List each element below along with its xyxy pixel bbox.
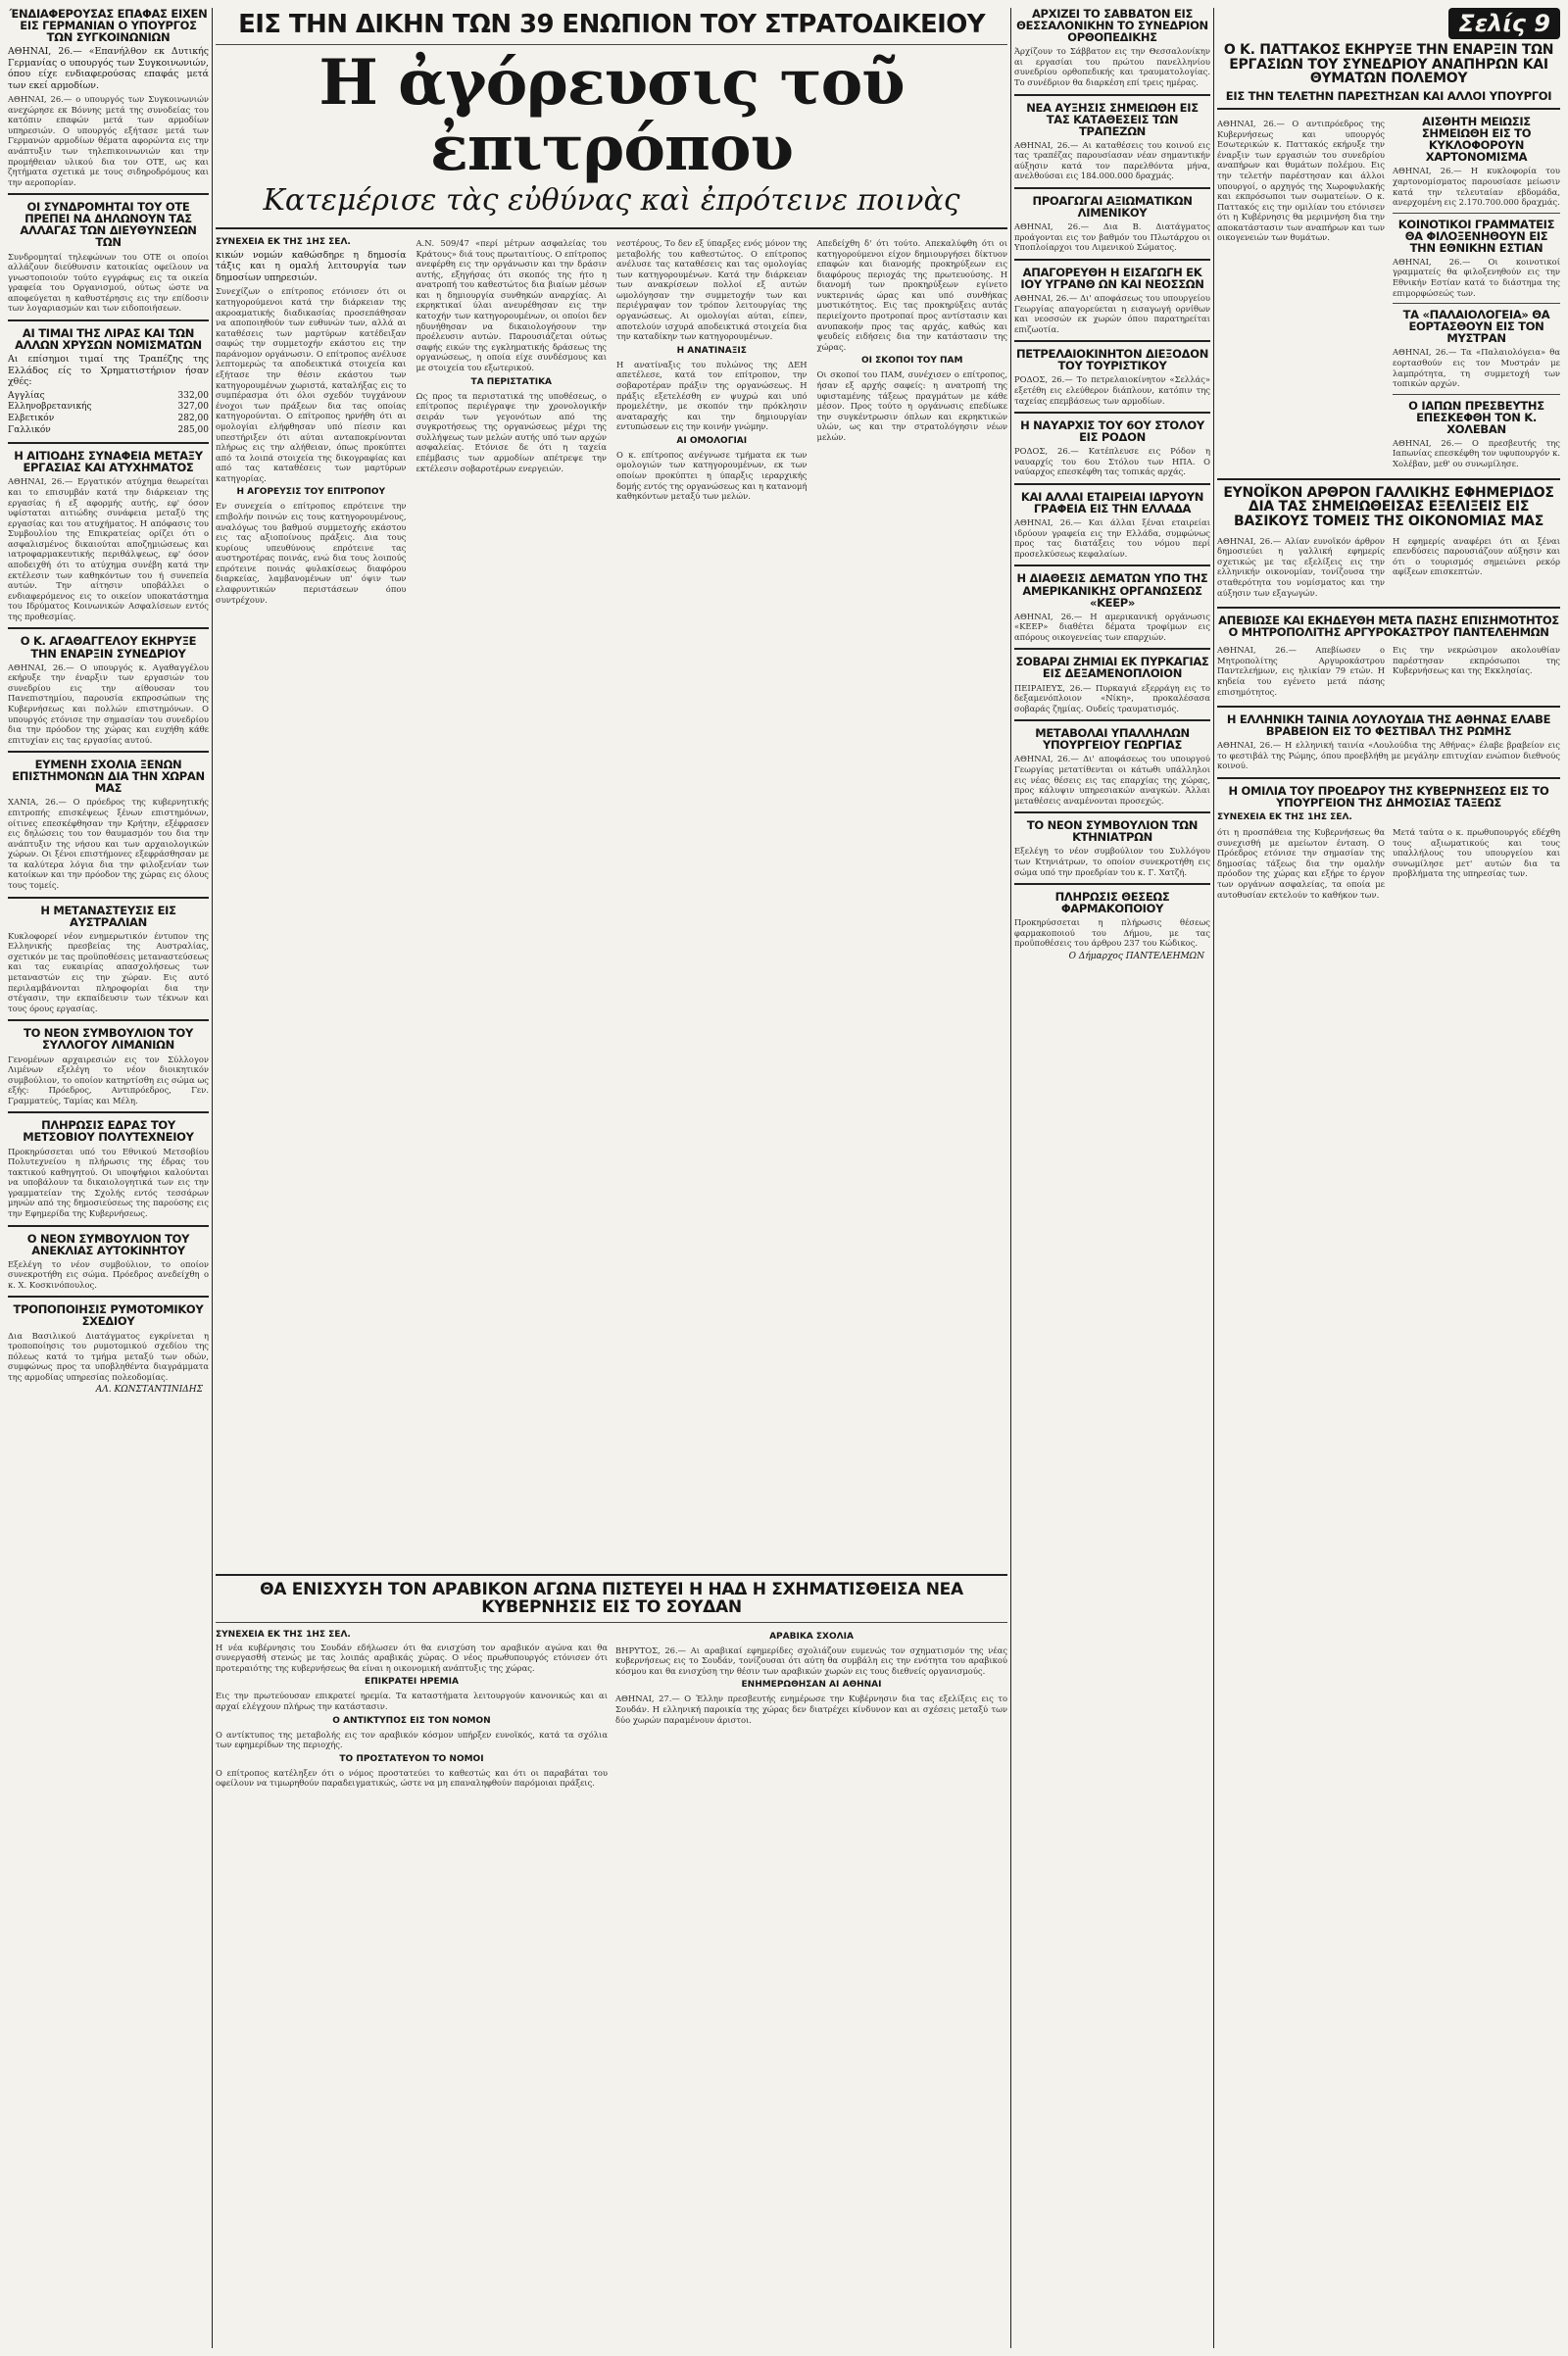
body-text: ΑΘΗΝΑΙ, 26.— Ο αντιπρόεδρος της Κυβερνήσεως και υπουργός Εσωτερικών κ. Παττακός εκήρυξε την έναρξιν των εργασιών του συνεδρίου αναπήρων και θυμάτων πολέμου. Εις την τελετήν παρέστησαν και άλλοι υπουργοί, ο αρχηγός της Χωροφυλακής και εκπρόσωποι των σωματείων. Ο κ. Παττακός εις την ομιλίαν του ετόνισεν ότι η Κυβέρνησις θα μεριμνήση δια την αποκατάστασιν των αναπήρων και των οικογενειών των θυμάτων. bbox=[1217, 119, 1385, 243]
article-col-b bbox=[416, 235, 608, 608]
headline-agriculture-staff: ΜΕΤΑΒΟΛΑΙ ΥΠΑΛΛΗΛΩΝ ΥΠΟΥΡΓΕΙΟΥ ΓΕΩΡΓΙΑΣ bbox=[1035, 726, 1190, 753]
headline-coastguard-promotions: ΠΡΟΑΓΩΓΑΙ ΑΞΙΩΜΑΤΙΚΩΝ ΛΙΜΕΝΙΚΟΥ bbox=[1032, 194, 1193, 221]
column-rule bbox=[1213, 8, 1214, 2348]
continued-label: ΣΥΝΕΧΕΙΑ ΕΚ ΤΗΣ 1ΗΣ ΣΕΛ. bbox=[216, 1629, 351, 1640]
body-text: ΑΘΗΝΑΙ, 26.— ο υπουργός των Συγκοινωνιών ανεχώρησε εκ Βόννης μετά της συνοδείας του κατόπιν επαφών μετά των αρμοδίων υπηρεσιών. Ο υπουργός εξήτασε μετά των Γερμανών αρμοδίων θέματα αφορώντα εις την ανάπτυξιν των τηλεπικοινωνιών και την προμήθειαν υλικού δια τον ΟΤΕ, ως και ζητήματα σχετικά με τους σιδηροδρόμους και την αεροπορίαν. bbox=[8, 94, 209, 187]
headline-pharmacist: ΠΛΗΡΩΣΙΣ ΘΕΣΕΩΣ ΦΑΡΜΑΚΟΠΟΙΟΥ bbox=[1054, 890, 1170, 916]
body-text: ΡΟΔΟΣ, 26.— Το πετρελαιοκίνητον «Σελλάς» εξετέθη εις ελεύθερον διάπλουν, κατόπιν της ταχείας επεμβάσεως των αρμοδίων. bbox=[1014, 374, 1210, 406]
column-rule bbox=[212, 8, 213, 2348]
body-text: Η ανατίναξις του πυλώνος της ΔΕΗ απετέλεσε, κατά τον επίτροπον, την σοβαροτέραν πράξιν της οργανώσεως. Η πράξις εξετελέσθη εν ψυχρώ και υπό προμελέτην, με σκοπόν την πρόκλησιν αναταραχής και την δημιουργίαν εντυπώσεων εις την κοινήν γνώμην. bbox=[616, 359, 808, 432]
continued-label: ΣΥΝΕΧΕΙΑ ΕΚ ΤΗΣ 1ΗΣ ΣΕΛ. bbox=[216, 237, 351, 247]
signature: ΑΛ. ΚΩΝΣΤΑΝΤΙΝΙΔΗΣ bbox=[95, 1385, 203, 1396]
column-news-briefs bbox=[1014, 8, 1210, 2348]
headline-tanker-fire: ΣΟΒΑΡΑΙ ΖΗΜΙΑΙ ΕΚ ΠΥΡΚΑΓΙΑΣ ΕΙΣ ΔΕΞΑΜΕΝΟΠΛΟΙΟΝ bbox=[1015, 655, 1209, 681]
headline-currency: ΑΙΣΘΗΤΗ ΜΕΙΩΣΙΣ ΣΗΜΕΙΩΘΗ ΕΙΣ ΤΟ ΚΥΚΛΟΦΟΡΟΥΝ ΧΑΡΤΟΝΟΜΙΣΜΑ bbox=[1421, 115, 1532, 165]
body-text: Συνδρομηταί τηλεφώνων του ΟΤΕ οι οποίοι αλλάζουν διεύθυνσιν κατοικίας οφείλουν να γνωστοποιούν τούτο εγγράφως εις τα οικεία γραφεία του Οργανισμού, ούτως ώστε να αποφεύγεται η καθυστέρησις εις την επίδοσιν των λογαριασμών και των ειδοποιήσεων. bbox=[8, 251, 209, 314]
subheading: ΟΙ ΣΚΟΠΟΙ ΤΟΥ ΠΑΜ bbox=[861, 356, 963, 367]
subheadline-pattakos: ΕΙΣ ΤΗΝ ΤΕΛΕΤΗΝ ΠΑΡΕΣΤΗΣΑΝ ΚΑΙ ΑΛΛΟΙ ΥΠΟΥΡΓΟΙ bbox=[1225, 89, 1552, 104]
subheading: ΤΟ ΠΡΟΣΤΑΤΕΥΟΝ ΤΟ ΝΟΜΟΙ bbox=[339, 1753, 484, 1764]
subheading: Ο ΑΝΤΙΚΤΥΠΟΣ ΕΙΣ ΤΟΝ ΝΟΜΟΝ bbox=[332, 1715, 491, 1726]
lead-minister-germany: ΑΘΗΝΑΙ, 26.— «Επανήλθον εκ Δυτικής Γερμανίας ο υπουργός των Συγκοινωνιών, όπου είχε ενδιαφερούσας επαφάς μετά των εκεί αρμοδίων. bbox=[8, 46, 209, 91]
body-text: ΑΘΗΝΑΙ, 26.— Τα «Παλαιολόγεια» θα εορτασθούν εις τον Μυστράν με λαμπρότητα, τη συμμετοχή των τοπικών αρχών. bbox=[1393, 347, 1560, 389]
subheading: Η ΑΝΑΤΙΝΑΞΙΣ bbox=[676, 345, 747, 356]
main-article bbox=[216, 221, 1007, 1554]
body-text: Εξελέγη το νέον συμβούλιον, το οποίον συνεκροτήθη εις σώμα. Πρόεδρος ανεδείχθη ο κ. Χ. Κοσκινόπουλος. bbox=[8, 1258, 209, 1290]
body-text: Ως προς τα περιστατικά της υποθέσεως, ο επίτροπος περιέγραψε την χρονολογικήν σειράν των γεγονότων από της συγκροτήσεως της οργανώσεως μέχρι της συλλήψεως των μελών αυτής υπό των αρχών ασφαλείας. Ετόνισε δε ότι η ταχεία επέμβασις των αρμοδίων απέτρεψε την εκτέλεσιν σοβαροτέρων ενεργειών. bbox=[416, 390, 607, 473]
body-text: νεστέρους, Το δεν εξ ύπαρξες ενός μόνον της μεταβολής του καθεστώτος. Ο επίτροπος ανέλυσε τας καταθέσεις και τας ομολογίας των κατηγορουμένων. Κατά την διάρκειαν των ανακρίσεων πολλοί εξ αυτών ωμολόγησαν την συμμετοχήν των και περιέγραψαν τον τρόπον λειτουργίας της οργανώσεως. Αι ομολογίαι αύται, είπεν, αποτελούν ισχυρά αποδεικτικά στοιχεία δια την καταδίκην των κατηγορουμένων. bbox=[616, 238, 808, 342]
body-text: ΑΘΗΝΑΙ, 26.— Δι' αποφάσεως του υπουργείου Γεωργίας απαγορεύεται η εισαγωγή ορνίθων και νεοσσών εκ χωρών όπου παρατηρείται επιζωοτία. bbox=[1014, 292, 1210, 334]
headline-town-plan: ΤΡΟΠΟΠΟΙΗΣΙΣ ΡΥΜΟΤΟΜΙΚΟΥ ΣΧΕΔΙΟΥ bbox=[13, 1302, 204, 1329]
body-text: ΑΘΗΝΑΙ, 26.— Ο υπουργός κ. Αγαθαγγέλου εκήρυξε την έναρξιν των εργασιών του συνεδρίου εις την αίθουσαν του Πανεπιστημίου, παρουσία εκπροσώπων της Κυβερνήσεως και πολλών επιστημόνων. Ο υπουργός ετόνισε την σημασίαν του συνεδρίου δια την πρόοδον της χώρας και ευχήθη κάθε επιτυχίαν εις τας εργασίας αυτού. bbox=[8, 662, 209, 745]
rate-row: Ελληνοβρετανικής 327,00 bbox=[8, 402, 209, 413]
headline-work-accident: Η ΑΙΤΙΟΔΗΣ ΣΥΝΑΦΕΙΑ ΜΕΤΑΞΥ ΕΡΓΑΣΙΑΣ ΚΑΙ ΑΤΥΧΗΜΑΤΟΣ bbox=[14, 449, 203, 475]
continued-label: ΣΥΝΕΧΕΙΑ ΕΚ ΤΗΣ 1ΗΣ ΣΕΛ. bbox=[1217, 812, 1352, 823]
rate-row: Γαλλικόν 285,00 bbox=[8, 424, 209, 435]
article-lead: κικών νομών καθώσδηρε η δημοσία τάξις και η ομαλή λειτουργία των δημοσίων υπηρεσιών. bbox=[216, 250, 407, 283]
body-text: Οι σκοποί του ΠΑΜ, συνέχισεν ο επίτροπος, ήσαν εξ αρχής σαφείς: η ανατροπή της υφισταμένης τάξεως πραγμάτων με κάθε μέσον. Προς τούτο η οργάνωσις επεδίωκε την συγκέντρωσιν όπλων και εκρηκτικών υλών, ως και την στρατολόγησιν νέων μελών. bbox=[816, 369, 1007, 442]
body-text: Εις την νεκρώσιμον ακολουθίαν παρέστησαν εκπρόσωποι της Κυβερνήσεως και της Εκκλησίας. bbox=[1393, 645, 1560, 676]
body-text: ΑΘΗΝΑΙ, 27.— Ο Έλλην πρεσβευτής ενημέρωσε την Κυβέρνησιν δια τας εξελίξεις εις το Σουδάν. Η ελληνική παροικία της χώρας δεν διατρέχει κίνδυνον και αι σχέσεις μεταξύ των δύο χωρών παραμένουν άριστοι. bbox=[615, 1693, 1007, 1725]
subheading: ΑΙ ΟΜΟΛΟΓΙΑΙ bbox=[676, 435, 748, 446]
rate-row: Αγγλίας 332,00 bbox=[8, 390, 209, 401]
column-rule bbox=[1010, 8, 1011, 2348]
body-text: ΧΑΝΙΑ, 26.— Ο πρόεδρος της κυβερνητικής επιτροπής επισκέψεως ξένων επιστημόνων, οίτινες επεσκέφθησαν την Κρήτην, εξέφρασεν εις δηλώσεις του τον θαυμασμόν του δια την ανάπτυξιν της νήσου και των αρχαιολογικών χώρων. Οι ξένοι επιστήμονες εξεφράσθησαν με τα καλύτερα λόγια δια την φιλοξενίαν των κατοίκων και την πρόοδον της χώρας εις όλους τους τομείς. bbox=[8, 797, 209, 891]
article-col-a bbox=[216, 235, 407, 608]
body-text: ΑΘΗΝΑΙ, 26.— Εργατικόν ατύχημα θεωρείται και το επισυμβάν κατά την διάρκειαν της εργασίας ή εξ αφορμής αυτής, εφ' όσον υφίσταται αιτιώδης συνάφεια μεταξύ της εργασίας και του ατυχήματος. Η απόφασις του Συμβουλίου της Επικρατείας ορίζει ότι ο ασφαλισμένος δικαιούται αποζημιώσεως και ιατροφαρμακευτικής περιθάλψεως, εφ' όσον αποδειχθή ότι το ατύχημα συνέβη κατά την εκτέλεσιν των καθηκόντων του ή συνεπεία αυτών. Την αίτησιν υποβάλλει ο ενδιαφερόμενος εις το οικείον υποκατάστημα του Ιδρύματος Κοινωνικών Ασφαλίσεων εντός της προθεσμίας. bbox=[8, 476, 209, 621]
body-text: ΑΘΗΝΑΙ, 26.— Απεβίωσεν ο Μητροπολίτης Αργυροκάστρου Παντελεήμων, εις ηλικίαν 79 ετών. Η κηδεία του εγένετο μετά πάσης επισημότητος. bbox=[1217, 645, 1385, 697]
body-text: Εις την πρωτεύουσαν επικρατεί ηρεμία. Τα καταστήματα λειτουργούν κανονικώς και αι αρχαί ελέγχουν πλήρως την κατάστασιν. bbox=[216, 1691, 608, 1711]
headline-pattakos: Ο Κ. ΠΑΤΤΑΚΟΣ ΕΚΗΡΥΞΕ ΤΗΝ ΕΝΑΡΞΙΝ ΤΩΝ ΕΡΓΑΣΙΩΝ ΤΟΥ ΣΥΝΕΔΡΙΟΥ ΑΝΑΠΗΡΩΝ ΚΑΙ ΘΥΜΑΤΩΝ ΠΟΛΕΜΟΥ bbox=[1223, 42, 1554, 87]
masthead bbox=[216, 10, 1007, 225]
headline-bank-deposits: ΝΕΑ ΑΥΞΗΣΙΣ ΣΗΜΕΙΩΘΗ ΕΙΣ ΤΑΣ ΚΑΤΑΘΕΣΕΙΣ ΤΩΝ ΤΡΑΠΕΖΩΝ bbox=[1026, 100, 1199, 138]
body-text: ΒΗΡΥΤΟΣ, 26.— Αι αραβικαί εφημερίδες σχολιάζουν ευμενώς τον σχηματισμόν της νέας κυβερνήσεως εις το Σουδάν, τονίζουσαι ότι αύτη θα συμβάλη εις την ενότητα του αραβικού κόσμου και θα ενισχύση την θέσιν των αραβικών χωρών εις τους διεθνείς οργανισμούς. bbox=[615, 1644, 1007, 1676]
body-text: Η εφημερίς αναφέρει ότι αι ξέναι επενδύσεις παρουσιάζουν αύξησιν και ότι ο τουρισμός σημειώνει ρεκόρ αφίξεων επισκεπτών. bbox=[1393, 535, 1560, 577]
subheading: ΑΡΑΒΙΚΑ ΣΧΟΛΙΑ bbox=[769, 1631, 854, 1642]
body-text: ΑΘΗΝΑΙ, 26.— Δι' αποφάσεως του υπουργού Γεωργίας μετατίθενται οι κάτωθι υπάλληλοι εις νέας θέσεις εις τας επαρχίας της χώρας, προς κάλυψιν υπηρεσιακών αναγκών. Άλλαι μεταθέσεις αναμένονται προσεχώς. bbox=[1014, 754, 1210, 806]
headline-tourist-boat: ΠΕΤΡΕΛΑΙΟΚΙΝΗΤΟΝ ΔΙΕΞΟΔΟΝ ΤΟΥ ΤΟΥΡΙΣΤΙΚΟΥ bbox=[1015, 347, 1209, 373]
headline-polytechnic-chair: ΠΛΗΡΩΣΙΣ ΕΔΡΑΣ ΤΟΥ ΜΕΤΣΟΒΙΟΥ ΠΟΛΥΤΕΧΝΕΙΟΥ bbox=[23, 1118, 194, 1145]
body-text: ΑΘΗΝΑΙ, 26.— Η κυκλοφορία του χαρτονομίσματος παρουσίασε μείωσιν κατά την τελευταίαν εβδομάδα, ανερχομένη εις 2.170.700.000 δραχμάς. bbox=[1393, 166, 1560, 208]
sub-headline: Κατεμέρισε τὰς εὐθύνας καὶ ἐπρότεινε ποινὰς bbox=[263, 183, 960, 219]
body-text: ΠΕΙΡΑΙΕΥΣ, 26.— Πυρκαγιά εξερράγη εις το δεξαμενόπλοιον «Νίκη», προκαλέσασα σοβαράς ζημίας. Ουδείς τραυματισμός. bbox=[1014, 682, 1210, 713]
body-text: Γενομένων αρχαιρεσιών εις τον Σύλλογον Λιμένων εξελέγη το νέον διοικητικόν συμβούλιον, το οποίον κατηρτίσθη εις σώμα ως εξής: Πρόεδρος, Αντιπρόεδρος, Γεν. Γραμματεύς, Ταμίας και Μέλη. bbox=[8, 1054, 209, 1105]
body-text: Εξελέγη το νέον συμβούλιον του Συλλόγου των Κτηνιάτρων, το οποίον συνεκροτήθη εις σώμα υπό την προεδρίαν του κ. Γ. Χατζή. bbox=[1014, 846, 1210, 877]
body-text: Ο κ. επίτροπος ανέγνωσε τμήματα εκ των ομολογιών των κατηγορουμένων, εκ των οποίων προκύπτει η ύπαρξις ιεραρχικής δομής εντός της οργανώσεως και η κατανομή καθηκόντων μεταξύ των μελών. bbox=[616, 449, 808, 502]
kicker-headline: ΕΙΣ ΤΗΝ ΔΙΚΗΝ ΤΩΝ 39 ΕΝΩΠΙΟΝ ΤΟΥ ΣΤΡΑΤΟΔΙΚΕΙΟΥ bbox=[238, 10, 985, 39]
body-text: Δια Βασιλικού Διατάγματος εγκρίνεται η τροποποίησις του ρυμοτομικού σχεδίου της πόλεως κατά το τμήμα μεταξύ των οδών, συμφώνως προς τα υποβληθέντα διαγράμματα της αρμοδίας υπηρεσίας πολεοδομίας. bbox=[8, 1330, 209, 1382]
headline-palaiologeia: ΤΑ «ΠΑΛΑΙΟΛΟΓΕΙΑ» ΘΑ ΕΟΡΤΑΣΘΟΥΝ ΕΙΣ ΤΟΝ ΜΥΣΤΡΑΝ bbox=[1402, 308, 1550, 346]
body-text: Εν συνεχεία ο επίτροπος επρότεινε την επιβολήν ποινών εις τους κατηγορουμένους, αναλόγως του βαθμού συμμετοχής εκάστου εις τας αξιοποίνους πράξεις. Δια τους κυρίους υπευθύνους επρότεινε τας αυστηροτέρας ποινάς, ενώ δια τους λοιπούς επρότεινε ποινάς φυλακίσεως διαφόρου διαρκείας, λαμβανομένων υπ' όψιν των ελαφρυντικών περιστάσεων όπου συντρέχουν. bbox=[216, 501, 407, 605]
body-text: ΑΘΗΝΑΙ, 26.— Δια Β. Διατάγματος προάγονται εις τον βαθμόν του Πλωτάρχου οι Υποπλοίαρχοι του Λιμενικού Σώματος. bbox=[1014, 221, 1210, 253]
body-text: Απεδείχθη δ' ότι τούτο. Απεκαλύφθη ότι οι κατηγορούμενοι είχον δημιουργήσει δίκτυον επαφών και διανομής προκηρύξεων εις διαφόρους περιοχάς της πρωτευούσης. Η διανομή των προκηρύξεων εγίνετο νυκτερινάς ώρας και υπό συνθήκας μυστικότητος. Εις τας προκηρύξεις αυτάς περιείχοντο προτροπαί προς αντίστασιν και ανυπακοήν προς τας αρχάς, καθώς και ψευδείς ειδήσεις δια την κατάστασιν της χώρας. bbox=[816, 238, 1007, 352]
body-text: Άρχίζουν το Σάββατον εις την Θεσσαλονίκην αι εργασίαι του πρώτου πανελληνίου συνεδρίου ορθοπεδικής και τραυματολογίας. Το συνέδριον θα διαρκέση επί τρεις ημέρας. bbox=[1014, 46, 1210, 87]
body-text: ΡΟΔΟΣ, 26.— Κατέπλευσε εις Ρόδον η ναυαρχίς του 6ου Στόλου των ΗΠΑ. Ο ναύαρχος επεσκέφθη τας τοπικάς αρχάς. bbox=[1014, 446, 1210, 477]
rates-intro: Αι επίσημοι τιμαί της Τραπέζης της Ελλάδος είς το Χρηματιστήριον ήσαν χθές: bbox=[8, 354, 209, 388]
headline-foreign-scientists: ΕΥΜΕΝΗ ΣΧΟΛΙΑ ΞΕΝΩΝ ΕΠΙΣΤΗΜΟΝΩΝ ΔΙΑ ΤΗΝ ΧΩΡΑΝ ΜΑΣ bbox=[12, 758, 205, 796]
headline-gold-prices: ΑΙ ΤΙΜΑΙ ΤΗΣ ΛΙΡΑΣ ΚΑΙ ΤΩΝ ΑΛΛΩΝ ΧΡΥΣΩΝ ΝΟΜΙΣΜΑΤΩΝ bbox=[15, 325, 202, 353]
body-text: ΑΘΗΝΑΙ, 26.— Η ελληνική ταινία «Λουλούδια της Αθήνας» έλαβε βραβείον εις το φεστιβάλ της Ρώμης, όπου προεβλήθη με μεγάλην επιτυχίαν ενώπιον διεθνούς κοινού. bbox=[1217, 740, 1560, 771]
pattakos-article bbox=[1217, 116, 1385, 471]
subheading: ΕΠΙΚΡΑΤΕΙ ΗΡΕΜΙΑ bbox=[365, 1677, 459, 1688]
headline-sudan: ΘΑ ΕΝΙΣΧΥΣΗ ΤΟΝ ΑΡΑΒΙΚΟΝ ΑΓΩΝΑ ΠΙΣΤΕΥΕΙ Η ΗΑΔ Η ΣΧΗΜΑΤΙΣΘΕΙΣΑ ΝΕΑ ΚΥΒΕΡΝΗΣΙΣ ΕΙΣ ΤΟ ΣΟΥΔΑΝ bbox=[260, 1580, 963, 1617]
body-text: Α.Ν. 509/47 «περί μέτρων ασφαλείας του Κράτους» διά τους πρωταιτίους. Ο επίτροπος ανεφέρθη εις την οργάνωσιν και την δράσιν αυτής, εξηγήσας ότι σκοπός της ήτο η ανατροπή του καθεστώτος δια βιαίων μέσων και η δημιουργία συνθηκών αναρχίας. Αι εκρηκτικαί ύλαι ανευρέθησαν εις την κατοχήν των κατηγορουμένων, οι οποίοι δεν ηδυνήθησαν να δικαιολογήσουν την προέλευσιν αυτών. Παρουσιάζεται ούτως σαφής εικών της εγκληματικής δράσεως της οργανώσεως, η οποία είχε συνδέσμους και με στοιχεία του εξωτερικού. bbox=[416, 238, 607, 372]
body-text: Ο αντίκτυπος της μεταβολής εις τον αραβικόν κόσμον υπήρξεν ευνοϊκός, κατά τα σχόλια των εφημερίδων της περιοχής. bbox=[216, 1729, 608, 1750]
headline-car-council: Ο ΝΕΟΝ ΣΥΜΒΟΥΛΙΟΝ ΤΟΥ ΑΝΕΚΛΙΑΣ ΑΥΤΟΚΙΝΗΤΟΥ bbox=[26, 1231, 190, 1257]
article-col-d bbox=[817, 235, 1008, 608]
headline-congress-opening: Ο Κ. ΑΓΑΘΑΓΓΕΛΟΥ ΕΚΗΡΥΞΕ ΤΗΝ ΕΝΑΡΞΙΝ ΣΥΝΕΔΡΙΟΥ bbox=[20, 634, 197, 661]
subheading: Η ΑΓΟΡΕΥΣΙΣ ΤΟΥ ΕΠΙΤΡΟΠΟΥ bbox=[236, 487, 386, 498]
sudan-article bbox=[216, 1568, 1007, 2342]
body-text: ΑΘΗΝΑΙ, 26.— Και άλλαι ξέναι εταιρείαι ιδρύουν γραφεία εις την Ελλάδα, συμφώνως προς τας διατάξεις του νόμου περί προσελκύσεως κεφαλαίων. bbox=[1014, 517, 1210, 559]
headline-import-ban: ΑΠΑΓΟΡΕΥΘΗ Η ΕΙΣΑΓΩΓΗ ΕΚ ΙΟΥ ΥΓΡΑΝΘ ΩΝ ΚΑΙ ΝΕΟΣΣΩΝ bbox=[1020, 265, 1204, 291]
headline-japanese-ambassador: Ο ΙΑΠΩΝ ΠΡΕΣΒΕΥΤΗΣ ΕΠΕΣΚΕΦΘΗ ΤΟΝ Κ. ΧΟΛΕΒΑΝ bbox=[1408, 398, 1544, 436]
body-text: Η νέα κυβέρνησις του Σουδάν εδήλωσεν ότι θα ενισχύση τον αραβικόν αγώνα και θα συνεργασθή στενώς με τας λοιπάς αραβικάς χώρας. Ο νέος πρωθυπουργός ετόνισεν ότι προτεραιότης της κυβερνήσεως θα είναι η οικονομική ανάπτυξις της χώρας. bbox=[216, 1642, 608, 1673]
body-text: ΑΘΗΝΑΙ, 26.— Ο πρεσβευτής της Ιαπωνίας επεσκέφθη τον υφυπουργόν κ. Χολέβαν, μεθ' ου συνωμίλησε. bbox=[1393, 437, 1560, 469]
gold-rates-table bbox=[8, 391, 209, 437]
signature: Ο Δήμαρχος ΠΑΝΤΕΛΕΗΜΩΝ bbox=[1068, 951, 1204, 961]
subheading: ΕΝΗΜΕΡΩΘΗΣΑΝ ΑΙ ΑΘΗΝΑΙ bbox=[741, 1680, 882, 1691]
body-text: Συνεχίζων ο επίτροπος ετόνισεν ότι οι κατηγορούμενοι κατά την διάρκειαν της ακροαματικής διαδικασίας προσεπάθησαν να αποποιηθούν των ευθυνών των, αλλά αι καταθέσεις των μαρτύρων κατέδειξαν σαφώς την συμμετοχήν εκάστου εις την παράνομον οργάνωσιν. Ο επίτροπος ανέλυσε λεπτομερώς τα αποδεικτικά στοιχεία και εξήτασε την θέσιν εκάστου των κατηγορουμένων χωριστά, καταλήξας εις το συμπέρασμα ότι όλοι σχεδόν τυγχάνουν ένοχοι των πράξεων δια τας οποίας κατηγορούνται. Ο επίτροπος ηρνήθη ότι αι ομολογίαι ελήφθησαν υπό πίεσιν και υπεστήριξεν ότι αύται ανταποκρίνονται πλήρως εις την αλήθειαν, όπως προκύπτει από τα λοιπά στοιχεία της δικογραφίας και από τας καταθέσεις των μαρτύρων κατηγορίας. bbox=[216, 286, 407, 483]
rate-row: Ελβετικόν 282,00 bbox=[8, 413, 209, 423]
body-text: Προκηρύσσεται υπό του Εθνικού Μετσοβίου Πολυτεχνείου η πλήρωσις της έδρας του τακτικού καθηγητού. Οι υποψήφιοι καλούνται να υποβάλουν τα δικαιολογητικά των εις την γραμματείαν της Σχολής εντός τεσσάρων μηνών από της δημοσιεύσεως της παρούσης εις την Εφημερίδα της Κυβερνήσεως. bbox=[8, 1146, 209, 1218]
right-columns bbox=[1217, 8, 1560, 2348]
page-number-badge: Σελίς 9 bbox=[1448, 8, 1560, 39]
article-col-c bbox=[616, 235, 808, 608]
headline-community-secretaries: ΚΟΙΝΟΤΙΚΟΙ ΓΡΑΜΜΑΤΕΙΣ ΘΑ ΦΙΛΟΞΕΝΗΘΟΥΝ ΕΙΣ ΤΗΝ ΕΘΝΙΚΗΝ ΕΣΤΙΑΝ bbox=[1397, 217, 1555, 255]
headline-orthopedic-congress: ΑΡΧΙΖΕΙ ΤΟ ΣΑΒΒΑΤΟΝ ΕΙΣ ΘΕΣΣΑΛΟΝΙΚΗΝ ΤΟ ΣΥΝΕΔΡΙΟΝ ΟΡΘΟΠΕΔΙΚΗΣ bbox=[1016, 8, 1208, 45]
headline-veterinarians: ΤΟ ΝΕΟΝ ΣΥΜΒΟΥΛΙΟΝ ΤΩΝ ΚΤΗΝΙΑΤΡΩΝ bbox=[1026, 818, 1199, 845]
headline-film-award: Η ΕΛΛΗΝΙΚΗ ΤΑΙΝΙΑ ΛΟΥΛΟΥΔΙΑ ΤΗΣ ΑΘΗΝΑΣ ΕΛΑΒΕ ΒΡΑΒΕΙΟΝ ΕΙΣ ΤΟ ΦΕΣΤΙΒΑΛ ΤΗΣ ΡΩΜΗΣ bbox=[1226, 712, 1551, 739]
headline-bishop-funeral: ΑΠΕΒΙΩΣΕ ΚΑΙ ΕΚΗΔΕΥΘΗ ΜΕΤΑ ΠΑΣΗΣ ΕΠΙΣΗΜΟΤΗΤΟΣ Ο ΜΗΤΡΟΠΟΛΙΤΗΣ ΑΡΓΥΡΟΚΑΣΤΡΟΥ ΠΑΝΤΕΛΕΗΜΩΝ bbox=[1218, 614, 1559, 640]
body-text: ΑΘΗΝΑΙ, 26.— Αι καταθέσεις του κοινού εις τας τραπέζας παρουσίασαν νέαν σημαντικήν αύξησιν κατά τον παρελθόντα μήνα, ανελθούσαι εις 184.000.000 δραχμάς. bbox=[1014, 139, 1210, 181]
subheading: ΤΑ ΠΕΡΙΣΤΑΤΙΚΑ bbox=[470, 376, 553, 387]
body-text: ΑΘΗΝΑΙ, 26.— Η αμερικανική οργάνωσις «ΚΕΕΡ» διαθέτει δέματα τροφίμων εις απόρους οικογενείας των επαρχιών. bbox=[1014, 611, 1210, 642]
body-text: ΑΘΗΝΑΙ, 26.— Οι κοινοτικοί γραμματείς θα φιλοξενηθούν εις την Εθνικήν Εστίαν κατά το διάστημα της επιμορφώσεώς των. bbox=[1393, 256, 1560, 298]
headline-sixth-fleet: Η ΝΑΥΑΡΧΙΣ ΤΟΥ 6ΟΥ ΣΤΟΛΟΥ ΕΙΣ ΡΟΔΟΝ bbox=[1020, 418, 1204, 445]
headline-french-article: ΕΥΝΟΪΚΟΝ ΑΡΘΡΟΝ ΓΑΛΛΙΚΗΣ ΕΦΗΜΕΡΙΔΟΣ ΔΙΑ ΤΑΣ ΣΗΜΕΙΩΘΕΙΣΑΣ ΕΞΕΛΙΞΕΙΣ ΕΙΣ ΒΑΣΙΚΟΥΣ ΤΟΜΕΙΣ ΤΗΣ ΟΙΚΟΝΟΜΙΑΣ ΜΑΣ bbox=[1223, 484, 1554, 529]
body-text: ότι η προσπάθεια της Κυβερνήσεως θα συνεχισθή με αμείωτον ένταση. Ο Πρόεδρος ετόνισε την σημασίαν της δημοσίας τάξεως δια την ομαλήν πρόοδον της χώρας και εξήρε το έργον των οργάνων ασφαλείας, τα οποία με αυτοθυσίαν εκτελούν το καθήκον των. bbox=[1217, 827, 1385, 900]
headline-emigration-australia: Η ΜΕΤΑΝΑΣΤΕΥΣΙΣ ΕΙΣ ΑΥΣΤΡΑΛΙΑΝ bbox=[40, 903, 176, 929]
headline-companies-offices: ΚΑΙ ΑΛΛΑΙ ΕΤΑΙΡΕΙΑΙ ΙΔΡΥΟΥΝ ΓΡΑΦΕΙΑ ΕΙΣ ΤΗΝ ΕΛΛΑΔΑ bbox=[1020, 490, 1204, 516]
body-text: Κυκλοφορεί νέον ενημερωτικόν έντυπον της Ελληνικής πρεσβείας της Αυστραλίας, σχετικόν με τας προϋποθέσεις μεταναστεύσεως και τας ευκαιρίας απασχολήσεως των μεταναστών εις την χώραν. Εις αυτό περιλαμβάνονται πληροφορίαι δια την στέγασιν, την εκπαίδευσιν των τέκνων και τους όρους εργασίας. bbox=[8, 930, 209, 1013]
headline-ote-subscribers: ΟΙ ΣΥΝΔΡΟΜΗΤΑΙ ΤΟΥ ΟΤΕ ΠΡΕΠΕΙ ΝΑ ΔΗΛΩΝΟΥΝ ΤΑΣ ΑΛΛΑΓΑΣ ΤΩΝ ΔΙΕΥΘΥΝΣΕΩΝ ΤΩΝ bbox=[20, 200, 197, 250]
column-left bbox=[8, 8, 209, 2348]
main-headline: Η ἀγόρευσις τοῦ ἐπιτρόπου bbox=[318, 46, 905, 186]
headline-ports-association: ΤΟ ΝΕΟΝ ΣΥΜΒΟΥΛΙΟΝ ΤΟΥ ΣΥΛΛΟΓΟΥ ΛΙΜΑΝΙΩΝ bbox=[24, 1026, 193, 1053]
body-text: Μετά ταύτα ο κ. πρωθυπουργός εδέχθη τους αξιωματικούς και τους υπαλλήλους του υπουργείου και συνωμίλησε μετ' αυτών δια τα προβλήματα της υπηρεσίας των. bbox=[1393, 827, 1560, 879]
headline-minister-germany: ΈΝΔΙΑΦΕΡΟΥΣΑΣ ΕΠΑΦΑΣ ΕΙΧΕΝ ΕΙΣ ΓΕΡΜΑΝΙΑΝ Ο ΥΠΟΥΡΓΟΣ ΤΩΝ ΣΥΓΚΟΙΝΩΝΙΩΝ bbox=[9, 8, 208, 45]
body-text: ΑΘΗΝΑΙ, 26.— Αλίαν ευνοϊκόν άρθρον δημοσιεύει η γαλλική εφημερίς σχετικώς με τας εξελίξεις εις την ελληνικήν οικονομίαν, τονίζουσα την σταθερότητα του νομίσματος και την αύξησιν των εξαγωγών. bbox=[1217, 535, 1385, 598]
body-text: Προκηρύσσεται η πλήρωσις θέσεως φαρμακοποιού του Δήμου, με τας προϋποθέσεις του άρθρου 237 του Κώδικος. bbox=[1014, 917, 1210, 949]
body-text: Ο επίτροπος κατέληξεν ότι ο νόμος προστατεύει το καθεστώς και ότι οι παραβάται του οφείλουν να τιμωρηθούν παραδειγματικώς, ώστε να μη επαναληφθούν παρόμοιαι πράξεις. bbox=[216, 1767, 608, 1789]
headline-pm-speech: Η ΟΜΙΛΙΑ ΤΟΥ ΠΡΟΕΔΡΟΥ ΤΗΣ ΚΥΒΕΡΝΗΣΕΩΣ ΕΙΣ ΤΟ ΥΠΟΥΡΓΕΙΟΝ ΤΗΣ ΔΗΜΟΣΙΑΣ ΤΑΞΕΩΣ bbox=[1228, 784, 1549, 810]
side-briefs bbox=[1393, 116, 1560, 471]
headline-care-parcels: Η ΔΙΑΘΕΣΙΣ ΔΕΜΑΤΩΝ ΥΠΟ ΤΗΣ ΑΜΕΡΙΚΑΝΙΚΗΣ ΟΡΓΑΝΩΣΕΩΣ «ΚΕΕΡ» bbox=[1016, 571, 1208, 610]
